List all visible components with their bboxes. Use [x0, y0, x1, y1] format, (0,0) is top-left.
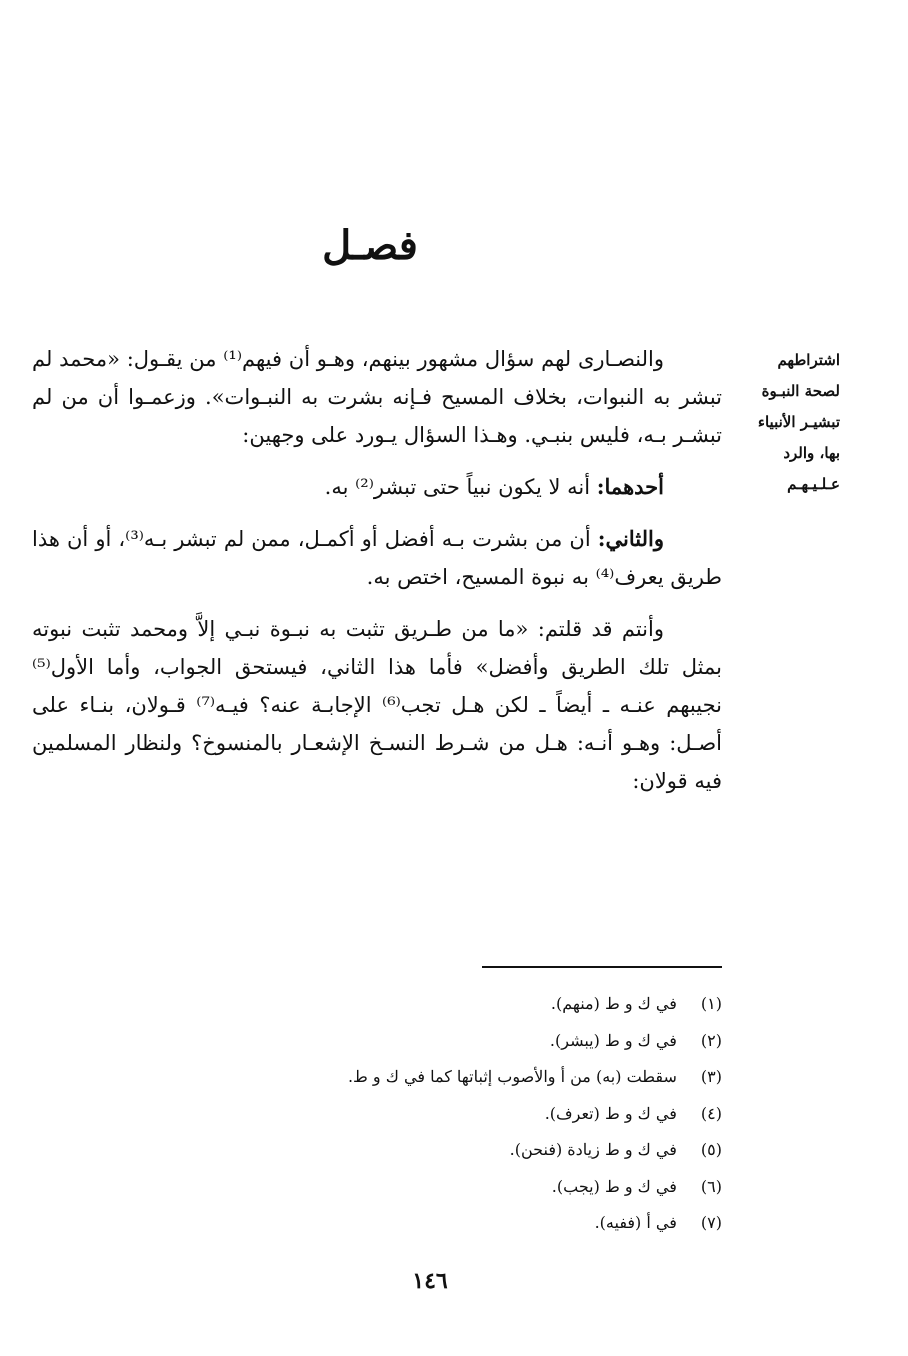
- footnote: [100, 1059, 722, 1096]
- paragraph-1: [32, 340, 722, 454]
- footnotes: [100, 986, 722, 1242]
- footnote-text: في أ (ففيه).: [594, 1213, 677, 1232]
- paragraph-3-label: والثاني:: [597, 526, 664, 551]
- footnote-number: (٥): [700, 1140, 722, 1159]
- footnote-number: (٧): [700, 1213, 722, 1232]
- footnote: [100, 1132, 722, 1169]
- paragraph-3: [32, 520, 722, 596]
- footnote-text: في ك و ط زيادة (فنحن).: [509, 1140, 677, 1159]
- footnote-number: (١): [700, 994, 722, 1013]
- paragraph-4-text: وأنتم قد قلتم: «ما من طـريق تثبت به نبـوة نبـي إلاَّ ومحمد تثبت نبوته بمثل تلك الطريق وأفضل» فأما هذا الثاني، فيستحق الجواب، وأما الأول⁽⁵⁾ نجيبهم عنـه ـ أيضاً ـ لكن هـل تجب⁽⁶⁾ الإجابـة عنه؟ فيـه⁽⁷⁾ قـولان، بنـاء على أصـل: وهـو أنـه: هـل من شـرط النسـخ الإشعـار بالمنسوخ؟ ولنظار المسلمين فيه قولان:: [32, 617, 722, 793]
- footnote-text: سقطت (به) من أ والأصوب إثباتها كما في ك و ط.: [347, 1067, 677, 1086]
- footnote-number: (٣): [700, 1067, 722, 1086]
- footnote-text: في ك و ط (تعرف).: [544, 1103, 677, 1123]
- paragraph-4: [32, 610, 722, 800]
- paragraph-2-text: أنه لا يكون نبياً حتى تبشر⁽²⁾ به.: [324, 475, 591, 499]
- footnote: [100, 986, 722, 1023]
- footnote-number: (٤): [700, 1103, 722, 1123]
- footnote: [100, 1096, 722, 1133]
- footnote: [100, 1205, 722, 1242]
- paragraph-2-label: أحدهما:: [596, 474, 664, 499]
- main-text: [32, 340, 722, 800]
- paragraph-3-text: أن من بشرت بـه أفضل أو أكمـل، ممن لم تبشر بـه⁽³⁾، أو أن هذا طريق يعرف⁽⁴⁾ به نبوة المسيح، اختص به.: [32, 527, 722, 589]
- footnote-text: في ك و ط (منهم).: [550, 994, 677, 1013]
- footnote: [100, 1169, 722, 1206]
- footnote: [100, 1023, 722, 1060]
- footnote-text: في ك و ط (يجب).: [551, 1176, 677, 1196]
- paragraph-1-text: والنصـارى لهم سؤال مشهور بينهم، وهـو أن فيهم⁽¹⁾ من يقـول: «محمد لم تبشر به النبوات، بخلاف المسيح فـإنه بشرت به النبـوات». وزعمـوا أن من لم تبشـر بـه، فليس بنبـي. وهـذا السؤال يـورد على وجهين:: [32, 347, 722, 447]
- footnote-text: في ك و ط (يبشر).: [549, 1030, 677, 1050]
- footnote-number: (٢): [700, 1030, 722, 1050]
- paragraph-2: [32, 468, 722, 506]
- section-heading: فصـل: [322, 222, 418, 269]
- footnote-divider: [482, 966, 722, 968]
- margin-note: اشتراطهم لصحة النبـوة تبشيـر الأنبياء بها، والرد عـلـيـهـم: [757, 351, 840, 493]
- page-number: ١٤٦: [412, 1268, 448, 1294]
- footnote-number: (٦): [700, 1176, 722, 1196]
